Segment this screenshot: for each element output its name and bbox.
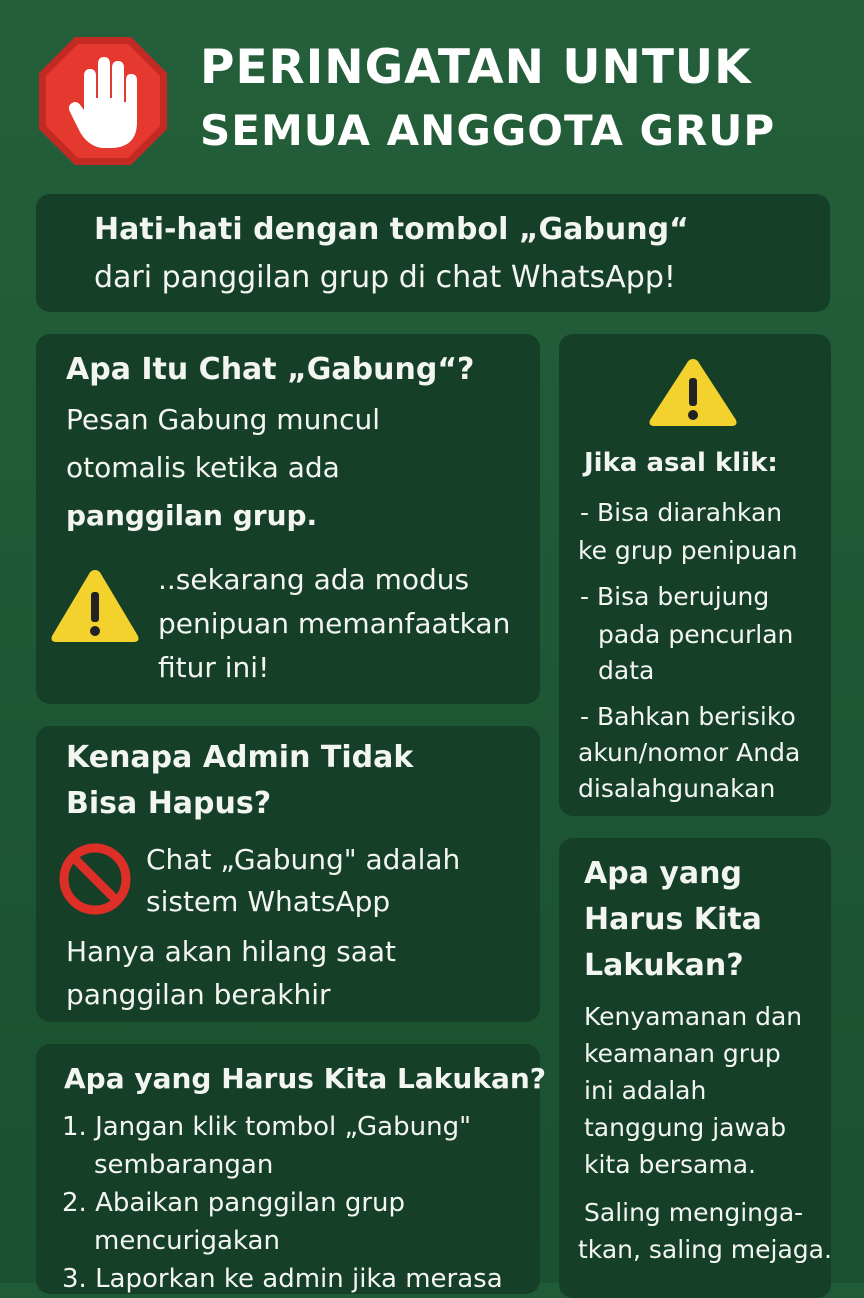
todo-item: sembarangan bbox=[94, 1150, 274, 1180]
todo-heading: Apa yang Harus Kita Lakukan? bbox=[64, 1062, 547, 1095]
risk-text: - Bisa berujung bbox=[580, 582, 770, 611]
intro-line2: dari panggilan grup di chat WhatsApp! bbox=[94, 260, 676, 295]
todo-item: 3. Laporkan ke admin jika merasa bbox=[62, 1264, 503, 1294]
warning-triangle-icon bbox=[48, 566, 142, 646]
risk-text: - Bahkan berisiko bbox=[580, 702, 796, 731]
together-text: keamanan grup bbox=[584, 1039, 781, 1068]
warning-text: penipuan memanfaatkan bbox=[158, 607, 511, 640]
together-text: Kenyamanan dan bbox=[584, 1002, 803, 1031]
risk-text: pada pencurlan bbox=[598, 620, 794, 649]
page-title-line1: PERINGATAN UNTUK bbox=[200, 40, 752, 95]
together-text: kita bersama. bbox=[584, 1150, 756, 1179]
admin-text: panggilan berakhir bbox=[66, 978, 331, 1011]
prohibited-icon bbox=[58, 842, 132, 916]
together-heading: Harus Kita bbox=[584, 902, 762, 937]
intro-line1: Hati-hati dengan tombol „Gabung“ bbox=[94, 212, 689, 247]
risk-heading: Jika asal klik: bbox=[584, 448, 778, 478]
together-heading: Apa yang bbox=[584, 856, 743, 891]
stop-hand-icon bbox=[36, 34, 170, 168]
risk-text: akun/nomor Anda bbox=[578, 738, 801, 767]
what-is-text: panggilan grup. bbox=[66, 499, 318, 532]
risk-text: ke grup penipuan bbox=[578, 536, 798, 565]
together-heading: Lakukan? bbox=[584, 948, 744, 983]
page-title-line2: SEMUA ANGGOTA GRUP bbox=[200, 106, 776, 155]
warning-triangle-icon bbox=[646, 356, 740, 430]
admin-heading: Kenapa Admin Tidak bbox=[66, 740, 414, 775]
together-text: Saling menginga- bbox=[584, 1198, 804, 1227]
together-text: tanggung jawab bbox=[584, 1113, 787, 1142]
risk-text: - Bisa diarahkan bbox=[580, 498, 783, 527]
todo-item: mencurigakan bbox=[94, 1226, 280, 1256]
what-is-heading: Apa Itu Chat „Gabung“? bbox=[66, 352, 475, 387]
admin-text: sistem WhatsApp bbox=[146, 885, 391, 918]
risk-text: disalahgunakan bbox=[578, 774, 776, 803]
warning-text: fitur ini! bbox=[158, 651, 270, 684]
warning-text: ..sekarang ada modus bbox=[158, 563, 470, 596]
what-is-text: otomalis ketika ada bbox=[66, 451, 340, 484]
admin-heading: Bisa Hapus? bbox=[66, 786, 272, 821]
admin-text: Hanya akan hilang saat bbox=[66, 935, 397, 968]
what-is-text: Pesan Gabung muncul bbox=[66, 403, 380, 436]
admin-text: Chat „Gabung" adalah bbox=[146, 843, 461, 876]
todo-item: 2. Abaikan panggilan grup bbox=[62, 1188, 406, 1218]
together-text: ini adalah bbox=[584, 1076, 707, 1105]
together-text: tkan, saling mejaga. bbox=[578, 1235, 832, 1264]
todo-item: 1. Jangan klik tombol „Gabung" bbox=[62, 1112, 472, 1142]
risk-text: data bbox=[598, 656, 655, 685]
